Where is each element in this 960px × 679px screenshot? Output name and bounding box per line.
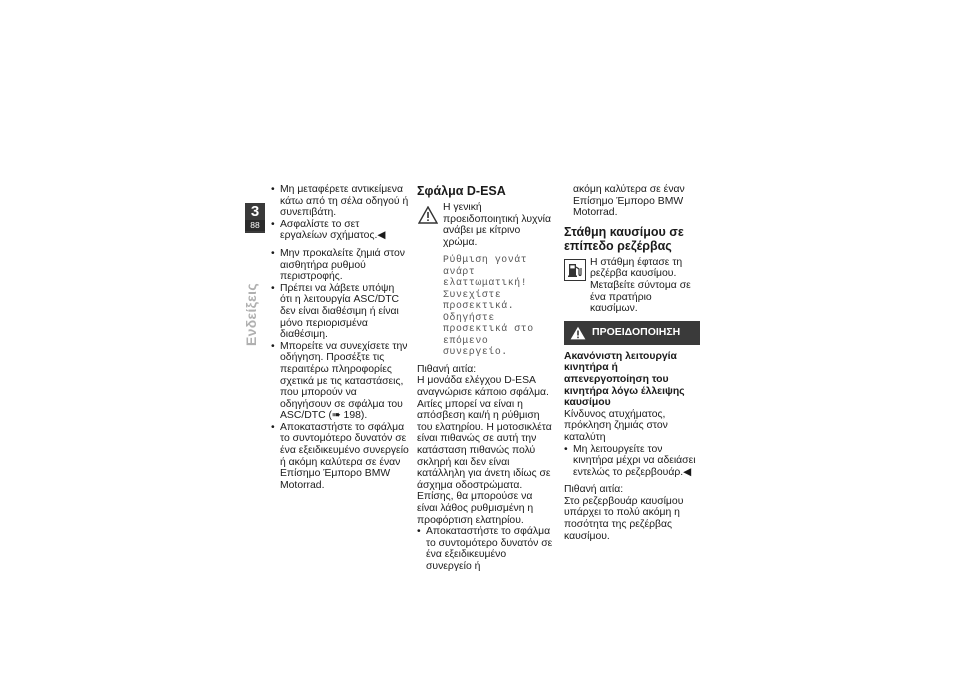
section-side-label: Ενδείξεις [243, 283, 259, 346]
column-1 [271, 184, 409, 491]
action-list [417, 526, 553, 572]
page-number: 88 [245, 220, 265, 231]
column-2 [417, 184, 553, 573]
display-message-row [417, 254, 553, 358]
cause-label: Πιθανή αιτία: [417, 363, 477, 375]
list-item: • Μη λειτουργείτε τον κινητήρα μέχρι να αδειάσει εντελώς το ρεζερβουάρ.◀ [564, 444, 700, 479]
display-message: Ρύθμιση γονάτ ανάρτ ελαττωματική! Συνεχίστε προσεκτικά. Οδηγήστε προσεκτικά στο επόμενο συνεργείο. [443, 254, 534, 358]
section-title-desa: Σφάλμα D-ESA [417, 184, 506, 198]
warning-triangle-icon [570, 326, 586, 340]
list-item: • Μη μεταφέρετε αντικείμενα κάτω από τη σέλα οδηγού ή συνεπιβάτη. [271, 184, 409, 219]
warning-triangle-icon [417, 204, 439, 226]
warning-banner [564, 321, 700, 345]
warning-title: Ακανόνιστη λειτουργία κινητήρα ή απενεργοποίηση του κινητήρα λόγω έλλειψης καυσίμου [564, 350, 685, 409]
continued-text: ακόμη καλύτερα σε έναν Επίσημο Έμπορο BMW Motorrad. [573, 184, 685, 219]
warning-text: Κίνδυνος ατυχήματος, πρόκληση ζημιάς στον καταλύτη [564, 408, 668, 443]
desa-intro: Η γενική προειδοποιητική λυχνία ανάβει με κίτρινο χρώμα. [443, 202, 551, 248]
chapter-number: 3 [250, 203, 260, 220]
list-item: • Ασφαλίστε το σετ εργαλείων σχήματος.◀ [271, 219, 409, 242]
cause-text: Στο ρεζερβουάρ καυσίμου υπάρχει το πολύ ακόμη η ποσότητα της ρεζέρβας καυσίμου. [564, 495, 684, 542]
fuel-light-row [564, 257, 700, 315]
bullet-list [271, 184, 409, 491]
cause-text: Η μονάδα ελέγχου D-ESA αναγνώρισε κάποιο σφάλμα. Αιτίες μπορεί να είναι η απόσβεση και/ή η ρύθμιση του ελατηρίου. Η μοτοσικλέτα είναι πιθανώς σε αυτή την κατάσταση πιθανώς πολύ σκληρή και δεν είναι κατάλληλη για άνετη ιδίως σε άσχημα οδοστρώματα. Επίσης, θα μπορούσε να είναι λάθος ρυθμισμένη η προφόρτιση ελατηρίου. [417, 375, 552, 526]
cause-label: Πιθανή αιτία: [564, 484, 624, 496]
column-3 [564, 184, 700, 542]
warning-light-row [417, 202, 553, 248]
list-item: • Αποκαταστήστε το σφάλμα το συντομότερο δυνατόν σε ένα εξειδικευμένο συνεργείο ή ακόμη καλύτερα σε έναν Επίσημο Έμπορο BMW Motorrad. [271, 422, 409, 492]
section-title-fuel: Στάθμη καυσίμου σε επίπεδο ρεζέρβας [564, 224, 684, 253]
fuel-pump-icon [564, 259, 586, 281]
list-item: • Μπορείτε να συνεχίσετε την οδήγηση. Προσέξτε τις περαιτέρω πληροφορίες σχετικά με τις καταστάσεις, που μπορούν να οδηγήσουν σε σφάλμα του ASC/DTC (➠ 198). [271, 341, 409, 422]
warning-list [564, 444, 700, 479]
chapter-marker [245, 203, 265, 233]
warning-banner-label: ΠΡΟΕΙΔΟΠΟΙΗΣΗ [592, 325, 681, 338]
list-item: • Αποκαταστήστε το σφάλμα το συντομότερο δυνατόν σε ένα εξειδικευμένο συνεργείο ή [417, 526, 553, 572]
list-item: • Μην προκαλείτε ζημιά στον αισθητήρα ρυθμού περιστροφής. [271, 248, 409, 283]
list-item: • Πρέπει να λάβετε υπόψη ότι η λειτουργία ASC/DTC δεν είναι διαθέσιμη ή είναι μόνο περιορισμένα διαθέσιμη. [271, 283, 409, 341]
fuel-intro: Η στάθμη έφτασε τη ρεζέρβα καυσίμου. Μεταβείτε σύντομα σε ένα πρατήριο καυσίμων. [590, 256, 691, 315]
